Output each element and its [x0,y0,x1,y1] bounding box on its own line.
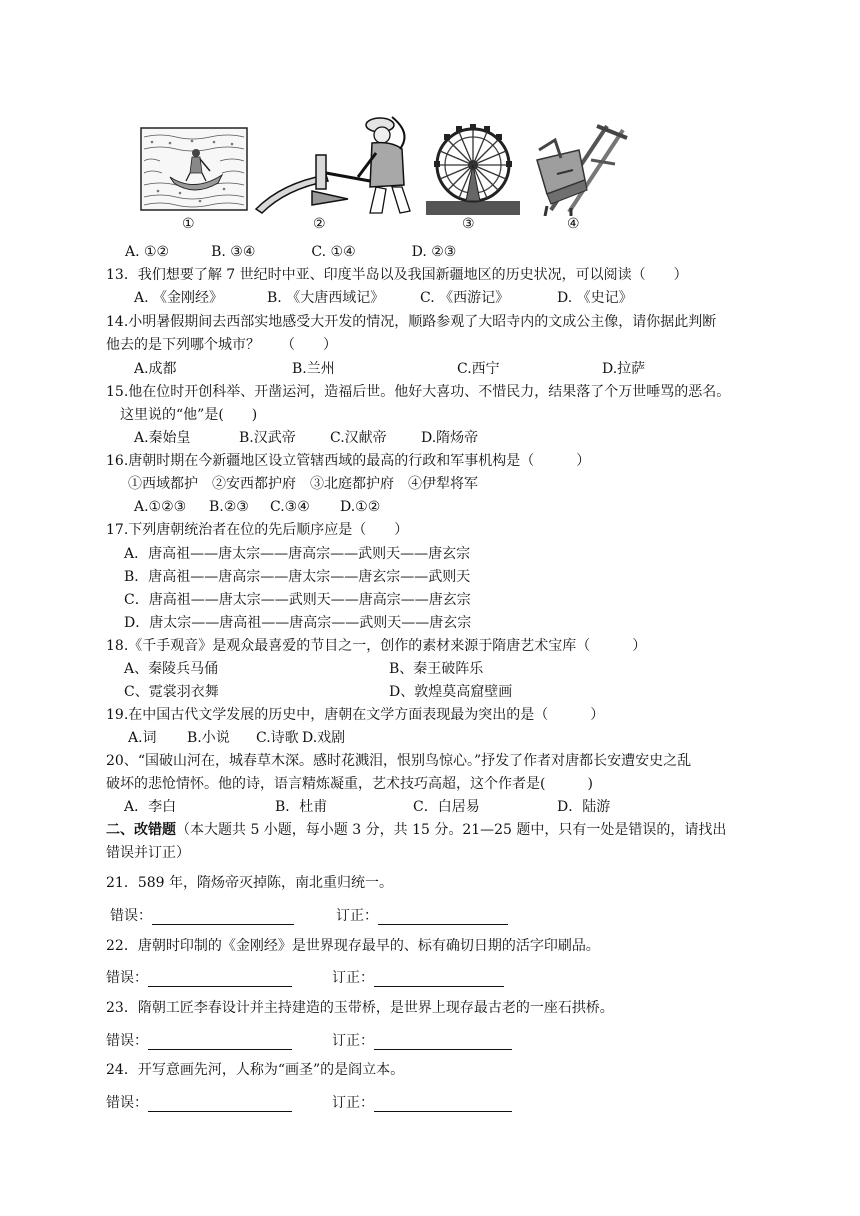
q13-option-d: D. 《史记》 [557,290,633,306]
q15-option-c: C.汉献帝 [330,430,387,446]
q15-option-d: D.隋炀帝 [421,430,479,446]
question-17-stem: 17.下列唐朝统治者在位的先后顺序应是（ ） [106,522,409,538]
q19-option-b: B.小说 [187,730,230,746]
figure-options: A. ①② B. ③④ C. ①④ D. ②③ [125,244,457,260]
item-21-fix-blank[interactable] [378,910,508,925]
error-label: 错误： [106,970,148,986]
q20-option-b: B．杜甫 [275,799,328,815]
q17-option-c: C．唐高祖——唐太宗——武则天——唐高宗——唐玄宗 [124,592,471,608]
q20-option-c: C．白居易 [413,799,480,815]
q14-option-a: A.成都 [134,361,177,377]
q16-option-a: A.①②③ [134,499,187,515]
question-13-stem: 13．我们想要了解 7 世纪时中亚、印度半岛以及我国新疆地区的历史状况，可以阅读（ ） [106,267,688,283]
q16-option-b: B.②③ [209,499,249,515]
figure-4-caption: ④ [567,216,580,232]
figure-1-boat-illustration [140,127,248,211]
correction-item-21: 21．589 年，隋炀帝灭掉陈，南北重归统一。 [106,875,393,891]
figure-2-caption: ② [313,216,326,232]
item-24-fix-blank[interactable] [374,1097,512,1112]
item-24-error-blank[interactable] [148,1097,292,1112]
correction-item-24: 24．开写意画先河，人称为“画圣”的是阎立本。 [106,1062,405,1078]
q18-option-d: D、敦煌莫高窟壁画 [389,684,513,700]
item-22-answer-row [106,969,504,987]
item-21-error-blank[interactable] [152,910,294,925]
fix-label: 订正： [332,1095,374,1111]
error-label: 错误： [110,908,152,924]
question-19-stem: 19.在中国古代文学发展的历史中，唐朝在文学方面表现最为突出的是（ ） [106,707,605,723]
q17-option-d: D．唐太宗——唐高祖——唐高宗——武则天——唐玄宗 [124,615,472,631]
correction-item-22: 22．唐朝时印制的《金刚经》是世界现存最早的、标有确切日期的活字印刷品。 [106,938,600,954]
q19-option-c: C.诗歌 [256,730,299,746]
question-20-stem-cont: 破坏的悲怆情怀。他的诗，语言精炼凝重，艺术技巧高超，这个作者是( ) [106,776,593,792]
item-21-answer-row [110,907,508,925]
error-label: 错误： [106,1033,148,1049]
question-15-stem-cont: 这里说的“他”是( ) [120,407,258,423]
q14-option-c: C.西宁 [457,361,500,377]
section-2-title: 二、改错题 [106,822,176,838]
figure-4-farm-tool-illustration [527,120,631,216]
q13-option-a: A. 《金刚经》 [134,290,224,306]
q16-option-c: C.③④ [270,499,310,515]
q19-option-a: A.词 [128,730,157,746]
q20-option-d: D．陆游 [557,799,611,815]
q14-option-b: B.兰州 [292,361,335,377]
section-2-description-cont: 错误并订正） [106,845,190,861]
q13-option-b: B. 《大唐西域记》 [267,290,385,306]
figure-3-caption: ③ [462,216,475,232]
q17-option-a: A．唐高祖——唐太宗——唐高宗——武则天——唐玄宗 [124,546,471,562]
question-15-stem: 15.他在位时开创科举、开凿运河，造福后世。他好大喜功、不惜民力，结果落了个万世唾骂的恶名。 [106,384,731,400]
correction-item-23: 23．隋朝工匠李春设计并主持建造的玉带桥，是世界上现存最古老的一座石拱桥。 [106,1000,614,1016]
q18-option-a: A、秦陵兵马俑 [124,661,219,677]
question-18-stem: 18.《千手观音》是观众最喜爱的节目之一，创作的素材来源于隋唐艺术宝库（ ） [106,638,647,654]
figure-2-plough-illustration [252,113,422,215]
section-2-description: （本大题共 5 小题，每小题 3 分，共 15 分。21—25 题中，只有一处是错误的，请找出 [176,822,727,838]
question-14-stem-cont: 他去的是下列哪个城市？ （ ） [106,337,337,353]
fix-label: 订正： [332,1033,374,1049]
q18-option-c: C、霓裳羽衣舞 [124,684,219,700]
figure-1-caption: ① [182,216,195,232]
question-16-items: ①西域都护 ②安西都护府 ③北庭都护府 ④伊犁将军 [128,476,478,492]
question-14-stem: 14.小明暑假期间去西部实地感受大开发的情况，顺路参观了大昭寺内的文成公主像，请你据此判断 [106,314,717,330]
q14-option-d: D.拉萨 [602,361,646,377]
item-23-answer-row [106,1032,512,1050]
question-20-stem: 20、“国破山河在，城春草木深。感时花溅泪，恨别鸟惊心。”抒发了作者对唐都长安遭安史之乱 [106,753,692,769]
item-23-fix-blank[interactable] [374,1035,512,1050]
fix-label: 订正： [336,908,378,924]
q15-option-b: B.汉武帝 [239,430,296,446]
q13-option-c: C. 《西游记》 [420,290,510,306]
q19-option-d: D.戏剧 [302,730,346,746]
q15-option-a: A.秦始皇 [134,430,191,446]
section-2-header [106,821,726,839]
fix-label: 订正： [332,970,374,986]
figure-3-waterwheel-illustration [426,121,520,215]
item-24-answer-row [106,1094,512,1112]
error-label: 错误： [106,1095,148,1111]
q16-option-d: D.①② [340,499,381,515]
question-16-stem: 16.唐朝时期在今新疆地区设立管辖西域的最高的行政和军事机构是（ ） [106,453,591,469]
q20-option-a: A．李白 [124,799,177,815]
q18-option-b: B、秦王破阵乐 [389,661,484,677]
item-22-fix-blank[interactable] [374,972,504,987]
item-23-error-blank[interactable] [148,1035,292,1050]
q17-option-b: B．唐高祖——唐高宗——唐太宗——唐玄宗——武则天 [124,569,471,585]
item-22-error-blank[interactable] [148,972,292,987]
